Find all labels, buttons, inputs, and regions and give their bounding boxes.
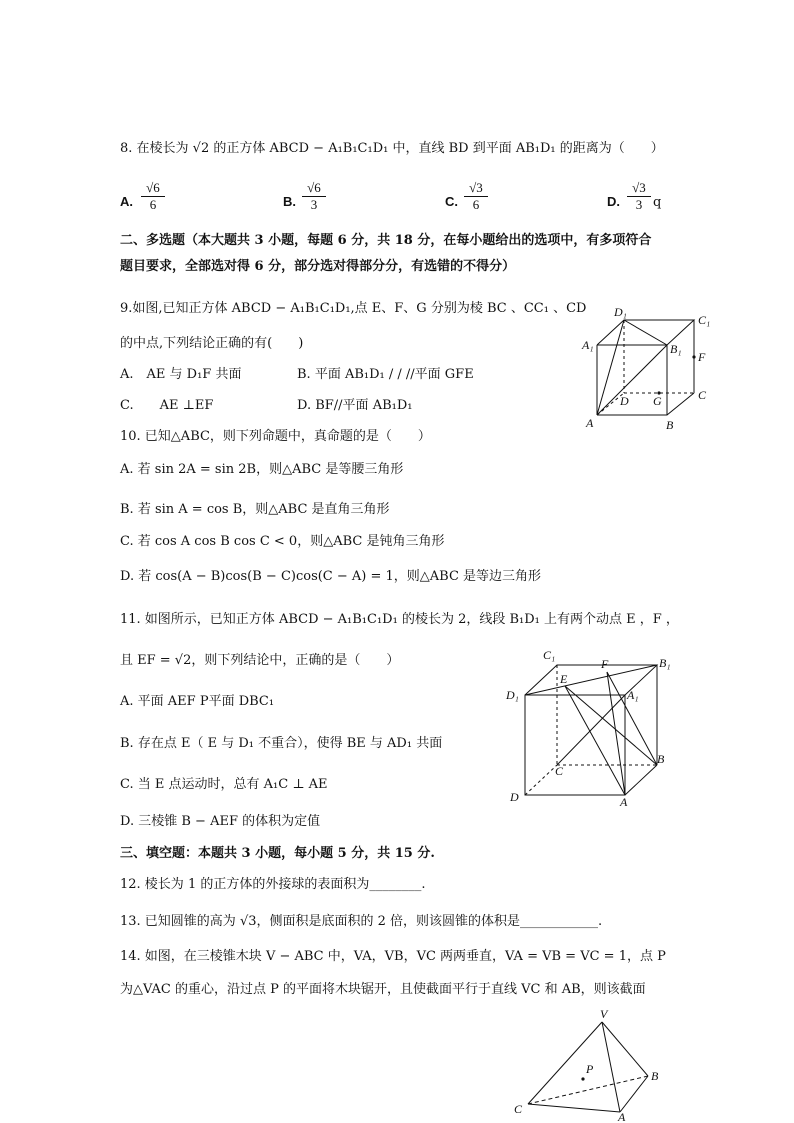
label-A1: A₁: [627, 688, 639, 702]
section2-header-line1: 二、多选题（本大题共 3 小题，每题 6 分，共 18 分，在每小题给出的选项中，有多项符合: [120, 233, 652, 248]
label-B: B: [657, 752, 665, 766]
section3-header: 三、填空题：本题共 3 小题，每小题 5 分，共 15 分.: [120, 846, 435, 861]
label-C1: C₁: [543, 648, 556, 662]
option-label: C.: [445, 194, 458, 209]
q10-option-a: A. 若 sin 2A = sin 2B，则△ABC 是等腰三角形: [120, 462, 404, 477]
label-D: D: [620, 394, 629, 408]
q9-option-d: D. BF//平面 AB₁D₁: [297, 398, 413, 413]
label-C1: C₁: [698, 313, 711, 327]
q11-stem-line2: 且 EF = √2，则下列结论中，正确的是（ ）: [120, 653, 400, 668]
q14-pyramid-figure: [510, 1007, 670, 1123]
q9-cube-figure: [580, 305, 720, 435]
q13-stem: 13. 已知圆锥的高为 √3，侧面积是底面积的 2 倍，则该圆锥的体积是____________.: [120, 914, 603, 929]
label-E: E: [560, 672, 568, 686]
q9-option-a: A. AE 与 D₁F 共面: [120, 367, 242, 382]
label-B: B: [666, 418, 674, 432]
label-B1: B₁: [670, 342, 682, 356]
label-D: D: [510, 790, 519, 804]
option-fraction: $\frac{√3}{6}$: [464, 180, 488, 213]
option-fraction: $\frac{√6}{6}$: [141, 180, 165, 213]
q10-option-b: B. 若 sin A = cos B，则△ABC 是直角三角形: [120, 502, 390, 517]
label-A1: A₁: [582, 338, 594, 352]
q11-option-a: A. 平面 AEF P平面 DBC₁: [120, 694, 275, 709]
label-V: V: [600, 1007, 608, 1021]
q11-stem-line1: 11. 如图所示，已知正方体 ABCD − A₁B₁C₁D₁ 的棱长为 2，线段 B₁D₁ 上有两个动点 E ，F ，: [120, 612, 679, 627]
label-A: A: [618, 1110, 626, 1123]
label-P: P: [586, 1062, 594, 1076]
label-B: B: [651, 1069, 659, 1083]
q12-stem: 12. 棱长为 1 的正方体的外接球的表面积为________.: [120, 877, 426, 892]
q11-option-c: C. 当 E 点运动时，总有 A₁C ⊥ AE: [120, 777, 328, 792]
q8-stem: 8. 在棱长为 √2 的正方体 ABCD − A₁B₁C₁D₁ 中，直线 BD 到平面 AB₁D₁ 的距离为（ ）: [120, 141, 664, 156]
label-C: C: [555, 764, 564, 778]
q11-cube-figure: [505, 645, 690, 810]
q14-stem-line2: 为△VAC 的重心，沿过点 P 的平面将木块锯开，且使截面平行于直线 VC 和 AB，则该截面: [120, 982, 646, 997]
label-C: C: [698, 388, 707, 402]
option-fraction: $\frac{√3}{3}$: [627, 180, 651, 213]
q9-stem-line2: 的中点,下列结论正确的有( ): [120, 336, 304, 351]
option-fraction: $\frac{√6}{3}$: [302, 180, 326, 213]
q14-stem-line1: 14. 如图，在三棱锥木块 V − ABC 中，VA，VB，VC 两两垂直，VA = VB = VC = 1，点 P: [120, 949, 666, 964]
q9-option-c: C. AE ⊥EF: [120, 398, 214, 413]
q10-option-c: C. 若 cos A cos B cos C < 0，则△ABC 是钝角三角形: [120, 534, 445, 549]
q9-stem-line1: 9.如图,已知正方体 ABCD − A₁B₁C₁D₁,点 E、F、G 分别为棱 BC 、CC₁ 、CD: [120, 301, 587, 316]
label-D1: D₁: [506, 688, 519, 702]
option-label: D.: [607, 194, 620, 209]
label-D1: D₁: [614, 305, 627, 319]
label-B1: B₁: [659, 656, 671, 670]
q9-option-b: B. 平面 AB₁D₁ / / //平面 GFE: [297, 367, 474, 382]
label-F: F: [698, 350, 706, 364]
q11-option-b: B. 存在点 E（ E 与 D₁ 不重合），使得 BE 与 AD₁ 共面: [120, 736, 443, 751]
label-A: A: [620, 795, 628, 809]
label-F: F: [601, 657, 609, 671]
q10-option-d: D. 若 cos(A − B)cos(B − C)cos(C − A) = 1，则△ABC 是等边三角形: [120, 569, 542, 584]
label-C: C: [514, 1102, 523, 1116]
q10-stem: 10. 已知△ABC，则下列命题中，真命题的是（ ）: [120, 429, 431, 444]
option-label: B.: [283, 194, 296, 209]
section2-header-line2: 题目要求，全部选对得 6 分，部分选对得部分分，有选错的不得分）: [120, 259, 516, 274]
label-G: G: [653, 394, 662, 408]
option-suffix: q: [653, 195, 662, 210]
option-label: A.: [120, 194, 133, 209]
q11-option-d: D. 三棱锥 B − AEF 的体积为定值: [120, 814, 321, 829]
label-A: A: [586, 416, 594, 430]
